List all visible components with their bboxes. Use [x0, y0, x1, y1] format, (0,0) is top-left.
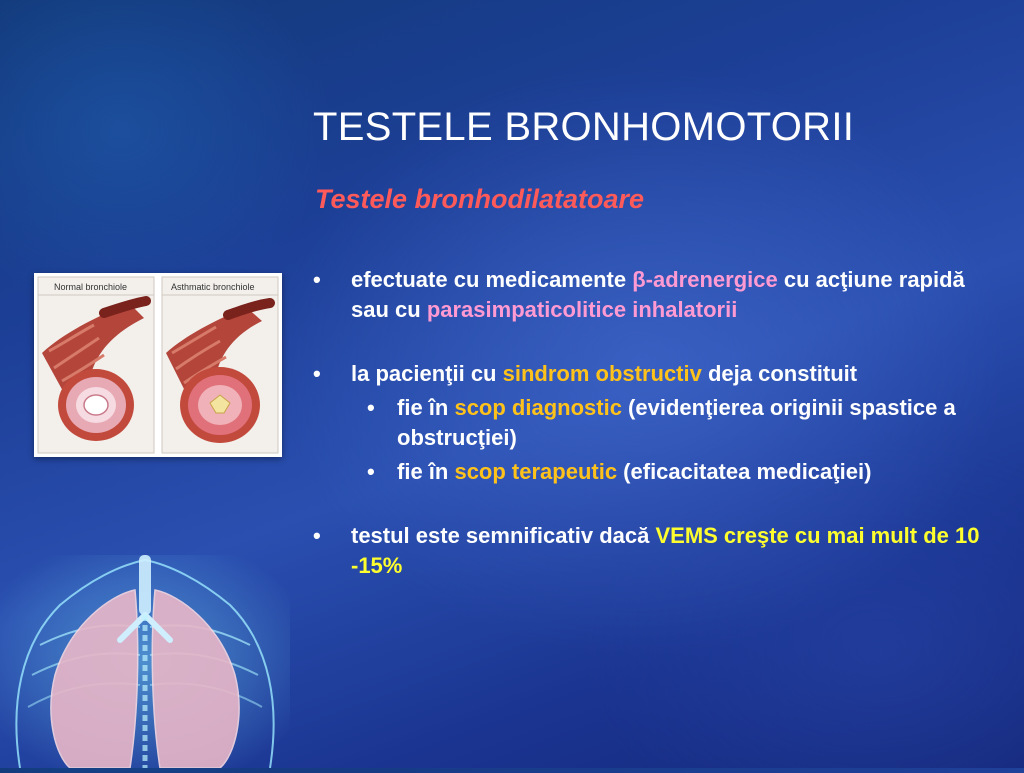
- highlight-parasympatholytic: parasimpaticolitice inhalatorii: [426, 297, 738, 322]
- bullet-text: fie în: [397, 459, 455, 484]
- bullet-text: efectuate cu medicamente: [351, 267, 633, 292]
- bullet-text: la pacienţii cu: [351, 361, 503, 386]
- bullet-dot-icon: •: [367, 459, 375, 484]
- bullet-item-significance: [305, 521, 995, 581]
- slide-title: TESTELE BRONHOMOTORII: [313, 105, 855, 149]
- sub-bullet-therapeutic: [305, 457, 995, 487]
- bullet-list: [305, 265, 995, 581]
- bullet-text: cu acţiune rapidă sau cu: [351, 267, 965, 322]
- slide-subtitle: Testele bronhodilatatoare: [315, 184, 645, 214]
- bullet-text: (evidenţierea originii spastice a obstrucţiei): [397, 395, 956, 450]
- bullet-text: deja constituit: [701, 361, 858, 386]
- bullet-item-patients: [305, 359, 995, 389]
- bronchiole-diagram: [34, 273, 282, 457]
- lungs-drawing: [0, 555, 290, 768]
- sub-bullet-diagnostic: [305, 393, 995, 453]
- bullet-text: testul este semnificativ dacă: [351, 523, 656, 548]
- bullet-text: (eficacitatea medicaţiei): [617, 459, 872, 484]
- highlight-diagnostic-purpose: scop diagnostic: [454, 395, 622, 420]
- bullet-dot-icon: •: [367, 395, 375, 420]
- bronchiole-illustration: [34, 273, 282, 457]
- normal-bronchiole-label: Normal bronchiole: [54, 282, 128, 292]
- highlight-beta-adrenergic: β-adrenergice: [632, 267, 778, 292]
- bullet-dot-icon: •: [313, 523, 321, 548]
- lungs-illustration: [0, 555, 290, 768]
- bullet-dot-icon: •: [313, 267, 321, 292]
- highlight-therapeutic-purpose: scop terapeutic: [454, 459, 618, 484]
- bullet-dot-icon: •: [313, 361, 321, 386]
- asthmatic-bronchiole-label: Asthmatic bronchiole: [171, 282, 255, 292]
- bullet-text: fie în: [397, 395, 455, 420]
- bullet-item-medication: [305, 265, 995, 325]
- highlight-vems-threshold: VEMS creşte cu mai mult de 10 -15%: [351, 523, 980, 578]
- highlight-obstructive-syndrome: sindrom obstructiv: [502, 361, 702, 386]
